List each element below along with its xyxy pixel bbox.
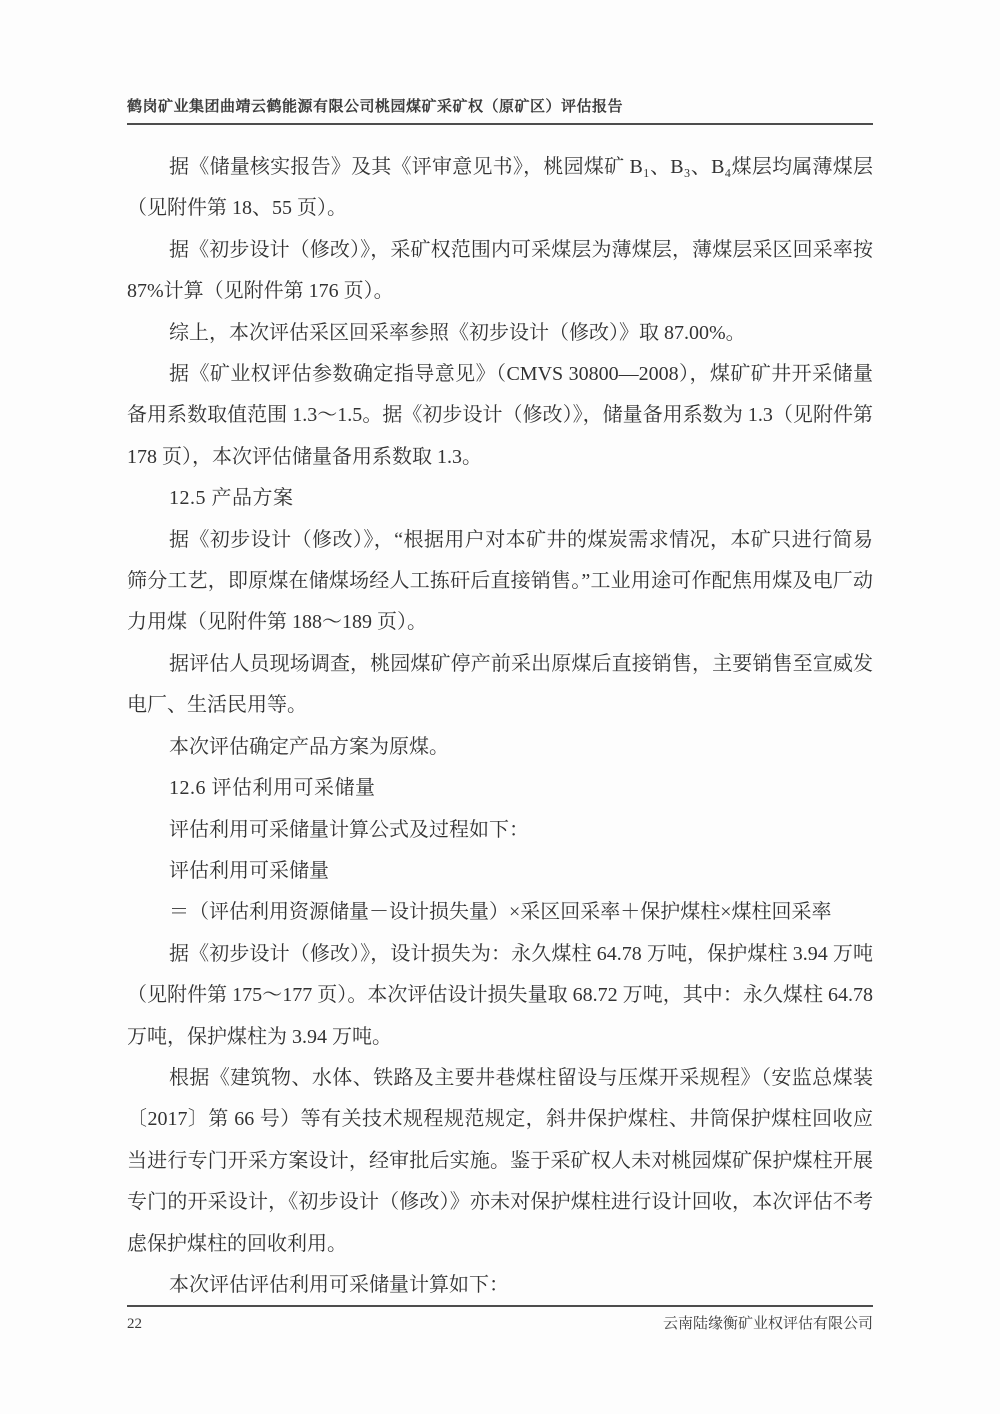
footer-company: 云南陆缘衡矿业权评估有限公司 [662,1316,873,1332]
page-header [127,95,873,125]
paragraph: 根据《建筑物、水体、铁路及主要井巷煤柱留设与压煤开采规程》（安监总煤装〔2017〕第 66 号）等有关技术规程规范规定，斜井保护煤柱、井筒保护煤柱回收应当进行专门开采方案设计，经审批后实施。鉴于采矿权人未对桃园煤矿保护煤柱开展专门的开采设计，《初步设计（修改）》亦未对保护煤柱进行设计回收，本次评估不考虑保护煤柱的回收利用。 [127,1066,873,1255]
document-body [127,147,873,1306]
paragraph: 综上，本次评估采区回采率参照《初步设计（修改）》取 87.00%。 [169,321,746,344]
paragraph: 据《初步设计（修改）》，“根据用户对本矿井的煤炭需求情况，本矿只进行简易筛分工艺，即原煤在储煤场经人工拣矸后直接销售。”工业用途可作配焦用煤及电厂动力用煤（见附件第 188～189 页）。 [127,528,873,634]
header-title: 鹤岗矿业集团曲靖云鹤能源有限公司桃园煤矿采矿权（原矿区）评估报告 [127,99,624,115]
page-number: 22 [127,1316,142,1332]
paragraph: 据评估人员现场调查，桃园煤矿停产前采出原煤后直接销售，主要销售至宣威发电厂、生活民用等。 [127,652,873,717]
formula-line: ＝（评估利用资源储量－设计损失量）×采区回采率＋保护煤柱×煤柱回采率 [169,901,832,924]
paragraph: 本次评估评估利用可采储量计算如下： [169,1273,509,1296]
paragraph: 评估利用可采储量 [169,859,329,882]
paragraph: 据《储量核实报告》及其《评审意见书》，桃园煤矿 B₁、B₃、B₄煤层均属薄煤层（见附件第 18、55 页）。 [127,156,873,220]
page-content [127,95,873,1306]
section-heading: 12.6 评估利用可采储量 [169,777,376,800]
section-heading: 12.5 产品方案 [169,487,294,510]
page-footer [127,1305,873,1333]
paragraph: 据《矿业权评估参数确定指导意见》（CMVS 30800—2008），煤矿矿井开采储量备用系数取值范围 1.3～1.5。据《初步设计（修改）》，储量备用系数为 1.3（见附件第 178 页），本次评估储量备用系数取 1.3。 [127,363,873,468]
paragraph: 据《初步设计（修改）》，设计损失为：永久煤柱 64.78 万吨，保护煤柱 3.94 万吨（见附件第 175～177 页）。本次评估设计损失量取 68.72 万吨，其中：永久煤柱 64.78 万吨，保护煤柱为 3.94 万吨。 [127,942,873,1048]
paragraph: 评估利用可采储量计算公式及过程如下： [169,818,529,841]
paragraph: 据《初步设计（修改）》，采矿权范围内可采煤层为薄煤层，薄煤层采区回采率按 87%计算（见附件第 176 页）。 [127,238,873,303]
paragraph: 本次评估确定产品方案为原煤。 [169,735,449,758]
